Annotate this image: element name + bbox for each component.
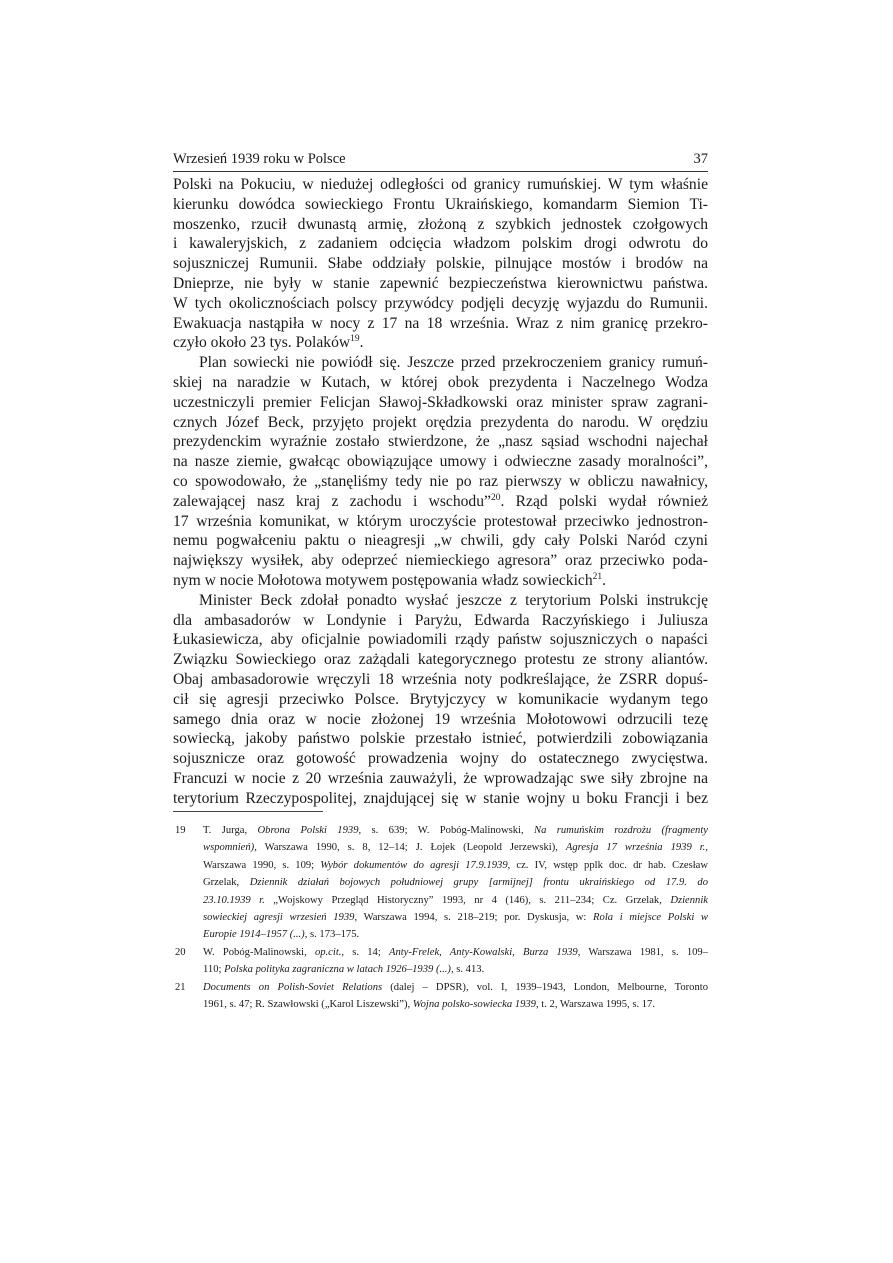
citation-title: Dziennik — [670, 894, 708, 906]
line-text: samego dnia oraz w nocie złożonej 19 września Mołotowowi odrzucili tezę — [173, 710, 708, 728]
text-line — [173, 175, 708, 195]
footnote-text: , s. 413. — [450, 964, 485, 976]
running-title: Wrzesień 1939 roku w Polsce — [173, 151, 346, 167]
footnote-20 — [173, 944, 708, 979]
text-line — [173, 254, 708, 274]
line-text: skiej na naradzie w Kutach, w której obok prezydenta i Naczelnego Wodza — [173, 373, 708, 391]
citation-title: Dziennik działań bojowych południowej grupy [armijnej] frontu ukraińskiego od 17.9. do — [249, 877, 708, 889]
footnote-text: T. Jurga, — [203, 825, 258, 836]
line-text: prezydenckim wyraźnie zostało stwierdzone, że „nasz sąsiad wschodni najechał — [173, 433, 708, 451]
text-line — [173, 492, 708, 512]
footnote-text: 110; — [203, 964, 225, 976]
footnote-line — [203, 979, 708, 996]
text-line — [173, 729, 708, 749]
footnote-line — [203, 961, 708, 978]
footnote-line — [203, 822, 708, 839]
footnote-text: , s. 639; W. Pobóg-Malinowski, — [358, 825, 535, 836]
text-line — [173, 650, 708, 670]
text-line — [173, 215, 708, 235]
text-line — [173, 630, 708, 650]
paragraph — [173, 591, 708, 809]
line-text: Związku Sowieckiego oraz zażądali kategorycznego protestu ze strony aliantów. — [173, 651, 708, 669]
line-text: nemu pogwałceniu paktu o nieagresji „w chwili, gdy cały Polski Naród czyni — [173, 532, 708, 550]
line-text: cił się agresji przeciwko Polsce. Brytyjczycy w komunikacie wydanym tego — [173, 690, 708, 708]
line-text: . — [359, 334, 364, 352]
line-text: 17 września komunikat, w którym uroczyście protestował przeciwko jednostron- — [173, 512, 708, 530]
line-text: największy wysiłek, aby odeprzeć niemieckiego agresora” oraz przeciwko poda- — [173, 552, 708, 570]
citation-title: Agresja 17 września 1939 r. — [565, 842, 706, 854]
text-line — [173, 749, 708, 769]
line-text: Minister Beck zdołał ponadto wysłać jeszcze z terytorium Polski instrukcję — [199, 591, 708, 609]
footnote-ref: 19 — [350, 334, 360, 345]
text-line — [173, 512, 708, 532]
footnote-text: , t. 2, Warszawa 1995, s. 17. — [535, 999, 655, 1011]
text-line — [173, 670, 708, 690]
line-text: . Rząd polski wydał również — [500, 492, 708, 510]
text-line — [173, 373, 708, 393]
citation-title: wspomnień) — [203, 842, 255, 854]
line-text: co spowodowało, że „stanęliśmy tedy nie po raz pierwszy w obliczu nawałnicy, — [173, 472, 708, 490]
text-line — [173, 274, 708, 294]
footnote-line — [203, 892, 708, 909]
footnote-line — [203, 857, 708, 874]
text-line — [173, 413, 708, 433]
paragraph — [173, 353, 708, 591]
line-text: Obaj ambasadorowie wręczyli 18 września noty podkreślające, że ZSRR dopuś- — [173, 670, 708, 688]
line-text: moszenko, rzucił dwunastą armię, złożoną z szybkich jednostek czołgowych — [173, 215, 708, 233]
text-line — [173, 353, 708, 373]
line-text: sojusznicze oraz gotowość prowadzenia wojny do ostatecznego zwycięstwa. — [173, 750, 708, 768]
footnote-line — [203, 874, 708, 891]
text-line — [173, 452, 708, 472]
text-line — [173, 611, 708, 631]
line-text: Polski na Pokuciu, w niedużej odległości od granicy rumuńskiej. W tym właśnie — [173, 176, 708, 193]
footnote-text: , Warszawa 1981, s. 109– — [577, 946, 709, 958]
footnote-text: , s. 14; — [341, 946, 389, 958]
footnote-text: , Warszawa 1994, s. 218–219; por. Dyskusja, w: — [354, 912, 594, 924]
citation-title: Documents on Polish-Soviet Relations — [203, 981, 383, 993]
citation-title: Wybór dokumentów do agresji 17.9.1939 — [320, 859, 508, 871]
citation-title: Europie 1914–1957 (...) — [203, 929, 305, 941]
footnote-number: 19 — [175, 825, 186, 836]
citation-title: Polska polityka zagraniczna w latach 1926–1939 (...) — [224, 964, 451, 976]
running-header — [173, 151, 708, 172]
footnote-ref: 21 — [592, 571, 603, 582]
text-line — [173, 314, 708, 334]
footnote-text: , s. 173–175. — [304, 929, 360, 941]
body-text — [173, 175, 708, 809]
citation-title: Rola i miejsce Polski w — [593, 912, 708, 924]
line-text: Plan sowiecki nie powiódł się. Jeszcze przed przekroczeniem granicy rumuń- — [199, 354, 708, 372]
text-line — [173, 591, 708, 611]
footnote-text: 1961, s. 47; R. Szawłowski („Karol Liszewski”), — [203, 999, 413, 1011]
citation-title: Anty-Frelek, Anty-Kowalski, Burza 1939 — [388, 946, 578, 958]
footnote-number: 20 — [175, 946, 186, 958]
text-line — [173, 432, 708, 452]
footnote-ref: 20 — [490, 492, 501, 503]
line-text: W tych okolicznościach polscy przywódcy podjęli decyzję wyjazdu do Rumunii. — [173, 294, 708, 312]
paragraph — [173, 175, 708, 353]
footnote-text: , Warszawa 1990, s. 8, 12–14; J. Łojek (Leopold Jerzewski), — [254, 842, 566, 854]
text-line — [173, 531, 708, 551]
footnote-line — [203, 926, 708, 943]
footnote-21 — [173, 979, 708, 1014]
text-line — [173, 472, 708, 492]
footnote-text: Warszawa 1990, s. 109; — [203, 859, 321, 871]
text-line — [173, 690, 708, 710]
line-text: na nasze ziemie, gwałcąc obowiązujące umowy i odwieczne zasady moralności”, — [173, 453, 708, 471]
footnote-divider — [173, 811, 323, 812]
text-line — [173, 789, 708, 809]
text-line — [173, 393, 708, 413]
footnote-text: W. Pobóg-Malinowski, — [203, 946, 315, 958]
line-text: . — [602, 571, 607, 589]
footnote-line — [203, 839, 708, 856]
footnote-text: (dalej – DPSR), vol. I, 1939–1943, London, Melbourne, Toronto — [382, 981, 708, 993]
footnote-line — [203, 996, 708, 1013]
footnote-text: , — [705, 842, 708, 854]
line-text: dla ambasadorów w Londynie i Paryżu, Edwarda Raczyńskiego i Juliusza — [173, 611, 708, 629]
text-line — [173, 710, 708, 730]
footnote-text: Grzelak, — [203, 877, 250, 889]
line-text: zalewającej nasz kraj z zachodu i wschodu” — [173, 492, 491, 510]
footnote-line — [203, 944, 708, 961]
line-text: kierunku dowódca sowieckiego Frontu Ukraińskiego, komandarm Siemion Ti- — [173, 195, 708, 213]
citation-title: 23.10.1939 r. — [203, 894, 265, 906]
text-line — [173, 195, 708, 215]
line-text: sowiecką, jakoby państwo polskie przestało istnieć, potwierdzili zobowiązania — [173, 730, 708, 748]
citation-title: sowieckiej agresji wrzesień 1939 — [203, 912, 355, 924]
text-line — [173, 234, 708, 254]
line-text: uczestniczyli premier Felicjan Sławoj-Składkowski oraz minister spraw zagrani- — [173, 393, 708, 411]
line-text: Łukasiewicza, aby oficjalnie powiadomili rządy państw sojuszniczych o napaści — [173, 631, 708, 649]
line-text: nym w nocie Mołotowa motywem postępowania władz sowieckich — [173, 571, 593, 589]
citation-title: Obrona Polski 1939 — [257, 825, 359, 836]
line-text: terytorium Rzeczypospolitej, znajdującej się w stanie wojny u boku Francji i bez — [173, 789, 708, 807]
citation-title: Wojna polsko-sowiecka 1939 — [412, 999, 536, 1011]
text-line — [173, 551, 708, 571]
footnote-19 — [173, 822, 708, 944]
citation-title: op.cit. — [314, 946, 342, 958]
text-line — [173, 294, 708, 314]
line-text: Dnieprze, nie były w stanie zapewnić bezpieczeństwa kierownictwu państwa. — [173, 274, 708, 292]
footnotes — [173, 822, 708, 1013]
line-text: i kawaleryjskich, z zadaniem odcięcia władzom polskim drogi odwrotu do — [173, 235, 708, 253]
footnote-number: 21 — [175, 981, 186, 993]
line-text: sojuszniczej Rumunii. Słabe oddziały polskie, pilnujące mostów i brodów na — [173, 255, 708, 273]
line-text: czyło około 23 tys. Polaków — [173, 334, 351, 352]
line-text: Francuzi w nocie z 20 września zauważyli, że wprowadzając swe siły zbrojne na — [173, 769, 708, 787]
line-text: cznych Józef Beck, przyjęto projekt orędzia prezydenta do narodu. W orędziu — [173, 413, 708, 431]
citation-title: Na rumuńskim rozdrożu (fragmenty — [534, 825, 708, 836]
page-number: 37 — [693, 151, 708, 167]
text-line — [173, 333, 708, 353]
line-text: Ewakuacja nastąpiła w nocy z 17 na 18 września. Wraz z nim granicę przekro- — [173, 314, 708, 332]
footnote-line — [203, 909, 708, 926]
footnote-text: „Wojskowy Przegląd Historyczny” 1993, nr 4 (146), s. 211–234; Cz. Grzelak, — [264, 894, 671, 906]
text-line — [173, 769, 708, 789]
footnote-text: , cz. IV, wstęp pplk doc. dr hab. Czesław — [507, 859, 709, 871]
text-line — [173, 571, 708, 591]
